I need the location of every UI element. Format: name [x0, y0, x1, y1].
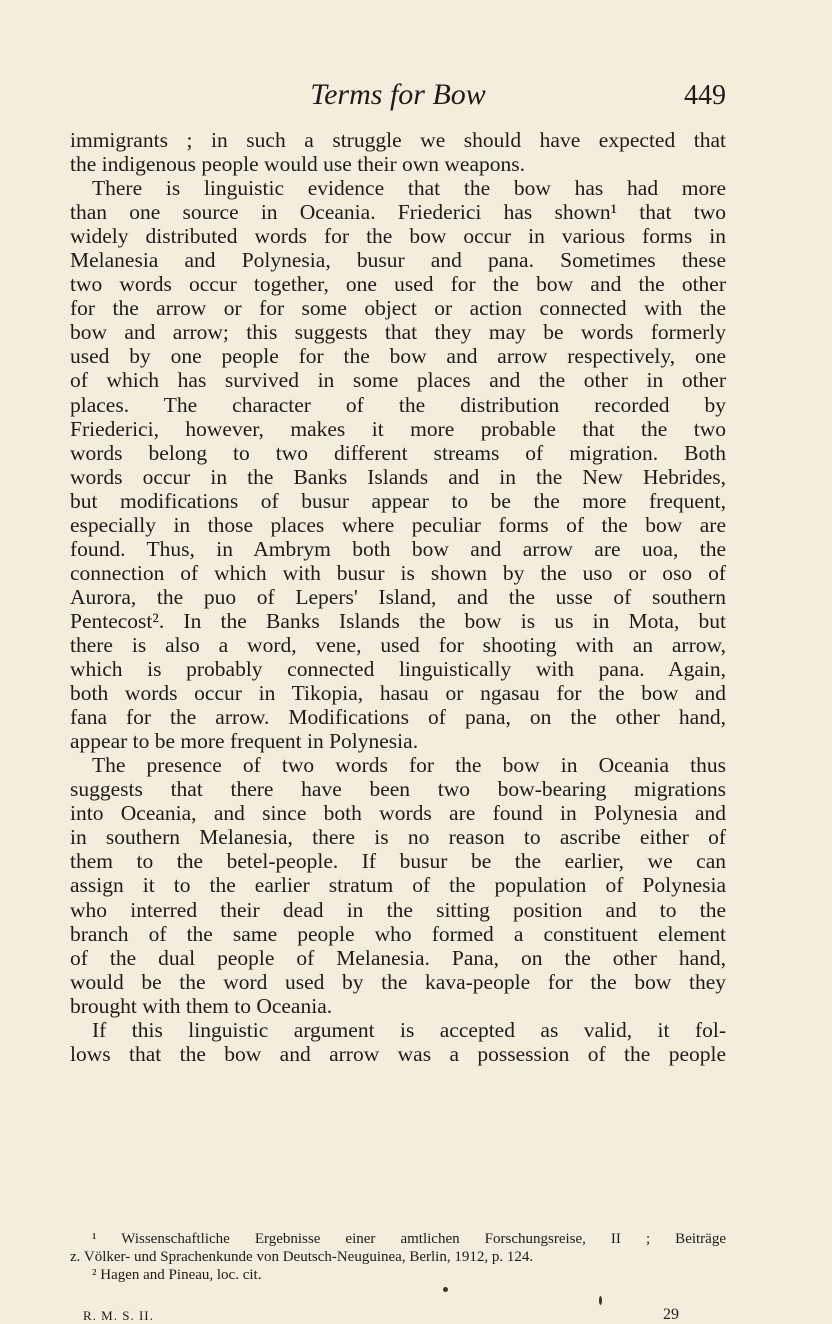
text-line: Melanesia and Polynesia, busur and pana. Sometimes these: [70, 248, 726, 273]
footnotes: [70, 1230, 726, 1284]
ink-speck: [443, 1287, 448, 1292]
running-title: Terms for Bow: [310, 78, 486, 111]
text-line: words belong to two different streams of migration. Both: [70, 440, 726, 465]
text-line: two words occur together, one used for the bow and the other: [70, 272, 726, 297]
text-line: would be the word used by the kava-people for the bow they: [70, 969, 726, 994]
text-line: used by one people for the bow and arrow respectively, one: [70, 344, 726, 369]
page-header: [70, 78, 726, 118]
text-line: found. Thus, in Ambrym both bow and arrow are uoa, the: [70, 536, 726, 561]
footnote-line: ² Hagen and Pineau, loc. cit.: [92, 1267, 262, 1283]
text-line: The presence of two words for the bow in Oceania thus: [92, 753, 726, 778]
text-line: there is also a word, vene, used for shooting with an arrow,: [70, 632, 726, 657]
text-line: connection of which with busur is shown by the uso or oso of: [70, 560, 726, 585]
text-line: lows that the bow and arrow was a possession of the people: [70, 1041, 726, 1066]
text-line: bow and arrow; this suggests that they may be words formerly: [70, 320, 726, 345]
footnote-line: z. Völker- und Sprachenkunde von Deutsch-Neuguinea, Berlin, 1912, p. 124.: [70, 1249, 534, 1265]
text-line: into Oceania, and since both words are found in Polynesia and: [70, 801, 726, 826]
text-line: who interred their dead in the sitting position and to the: [70, 897, 726, 922]
ink-speck: [599, 1296, 602, 1305]
text-line: If this linguistic argument is accepted as valid, it fol-: [92, 1017, 726, 1042]
text-line: immigrants ; in such a struggle we should have expected that: [70, 128, 726, 152]
text-line: There is linguistic evidence that the bow has had more: [92, 176, 726, 201]
text-line: appear to be more frequent in Polynesia.: [70, 729, 419, 754]
text-line: of the dual people of Melanesia. Pana, on the other hand,: [70, 945, 726, 970]
body-text: [70, 128, 726, 1066]
text-line: assign it to the earlier stratum of the population of Polynesia: [70, 873, 726, 898]
text-line: widely distributed words for the bow occur in various forms in: [70, 224, 726, 249]
text-line: in southern Melanesia, there is no reason to ascribe either of: [70, 825, 726, 850]
text-line: of which has survived in some places and the other in other: [70, 368, 726, 393]
text-line: fana for the arrow. Modifications of pana, on the other hand,: [70, 705, 726, 730]
page-number: 449: [684, 80, 726, 111]
footnote-line: ¹ Wissenschaftliche Ergebnisse einer amtlichen Forschungsreise, II ; Beiträge: [92, 1231, 726, 1247]
signature-number: 29: [663, 1306, 679, 1323]
text-line: them to the betel-people. If busur be the earlier, we can: [70, 849, 726, 874]
text-line: than one source in Oceania. Friederici has shown¹ that two: [70, 200, 726, 225]
text-line: Friederici, however, makes it more probable that the two: [70, 416, 726, 441]
text-line: especially in those places where peculiar forms of the bow are: [70, 512, 726, 537]
signature-mark: R. M. S. II.: [83, 1308, 154, 1323]
text-line: the indigenous people would use their own weapons.: [70, 152, 525, 177]
text-line: Pentecost². In the Banks Islands the bow is us in Mota, but: [70, 608, 726, 633]
text-line: for the arrow or for some object or action connected with the: [70, 296, 726, 321]
text-line: words occur in the Banks Islands and in the New Hebrides,: [70, 464, 726, 489]
text-line: both words occur in Tikopia, hasau or ngasau for the bow and: [70, 681, 726, 706]
text-line: places. The character of the distribution recorded by: [70, 392, 726, 417]
text-line: but modifications of busur appear to be the more frequent,: [70, 488, 726, 513]
text-line: which is probably connected linguistically with pana. Again,: [70, 657, 726, 682]
text-line: suggests that there have been two bow-bearing migrations: [70, 777, 726, 802]
text-line: brought with them to Oceania.: [70, 993, 333, 1018]
text-line: Aurora, the puo of Lepers' Island, and the usse of southern: [70, 584, 726, 609]
text-line: branch of the same people who formed a constituent element: [70, 921, 726, 946]
